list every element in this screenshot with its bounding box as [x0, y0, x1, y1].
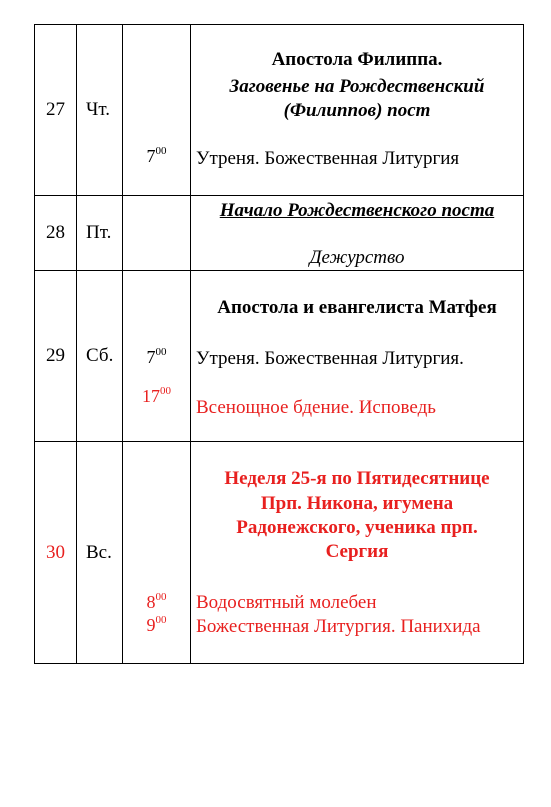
service-text: Утреня. Божественная Литургия. [196, 348, 464, 369]
schedule-row [35, 442, 524, 664]
time-hour: 9 [146, 615, 156, 635]
feast-title-line: Сергия [325, 541, 389, 562]
weekday [77, 271, 123, 442]
day-number: 28 [35, 196, 77, 271]
service-time [123, 146, 190, 167]
time-hour: 7 [146, 347, 156, 367]
description-cell [191, 442, 524, 664]
day-number: 29 [35, 271, 77, 442]
service-time [123, 386, 190, 407]
time-minutes: 00 [160, 385, 171, 397]
feast-title: Апостола Филиппа. [271, 49, 443, 70]
schedule-row [35, 271, 524, 442]
weekday [77, 196, 123, 271]
time-cell [123, 25, 191, 196]
feast-subtitle-line: (Филиппов) пост [283, 100, 431, 121]
schedule-row [35, 196, 524, 271]
time-cell [123, 442, 191, 664]
service-text: Водосвятный молебен [196, 592, 377, 613]
time-minutes: 00 [155, 591, 167, 603]
time-hour: 8 [146, 592, 156, 612]
description-cell [191, 196, 524, 271]
schedule-table [34, 24, 524, 664]
service-text: Всенощное бдение. Исповедь [196, 397, 436, 418]
day-number: 30 [35, 442, 77, 664]
time-cell [123, 196, 191, 271]
feast-title: Апостола и евангелиста Матфея [217, 297, 497, 318]
time-hour: 7 [146, 146, 156, 166]
service-text: Утреня. Божественная Литургия [196, 148, 460, 169]
feast-title-line: Неделя 25-я по Пятидесятнице [224, 468, 490, 489]
weekday-label: Сб. [86, 345, 114, 366]
feast-subtitle-line: Заговенье на Рождественский [229, 76, 485, 97]
weekday-label: Вс. [86, 541, 112, 563]
service-time [123, 615, 190, 636]
time-minutes: 00 [155, 145, 167, 157]
service-time [123, 592, 190, 613]
time-hour: 17 [142, 386, 160, 406]
weekday-label: Пт. [86, 222, 112, 243]
feast-title-line: Прп. Никона, игумена [260, 493, 454, 514]
description-cell [191, 271, 524, 442]
time-cell [123, 271, 191, 442]
feast-title: Начало Рождественского поста [219, 200, 495, 221]
description-cell [191, 25, 524, 196]
time-minutes: 00 [155, 614, 167, 626]
day-number: 27 [35, 25, 77, 196]
feast-title-line: Радонежского, ученика прп. [236, 517, 478, 538]
time-minutes: 00 [155, 346, 167, 358]
weekday [77, 442, 123, 664]
weekday [77, 25, 123, 196]
service-text: Божественная Литургия. Панихида [196, 616, 481, 637]
duty-note: Дежурство [309, 247, 405, 268]
weekday-label: Чт. [86, 99, 110, 120]
schedule-row [35, 25, 524, 196]
service-time [123, 347, 190, 368]
